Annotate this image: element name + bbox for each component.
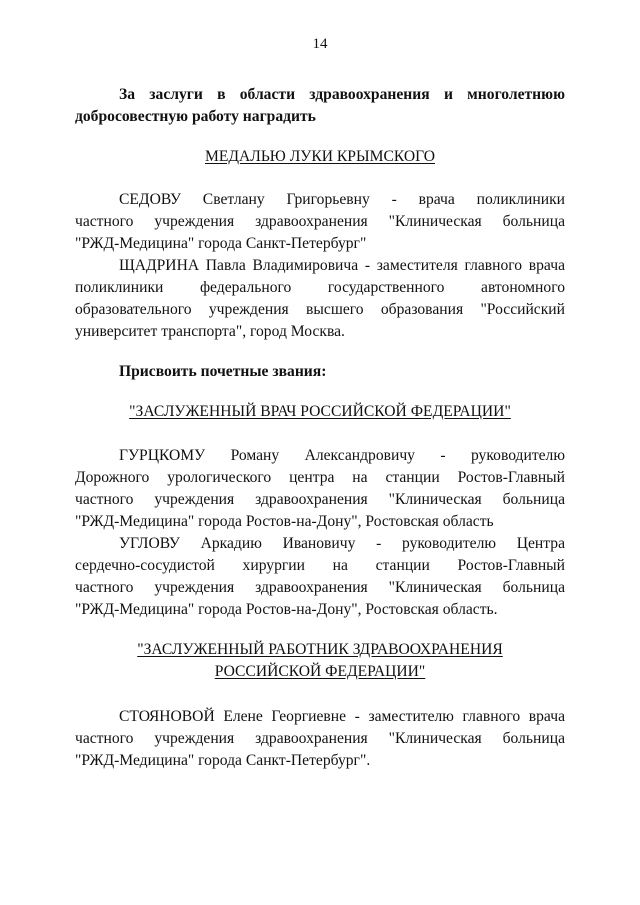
text-line: СТОЯНОВОЙ Елене Георгиевне - заместителю главного врача [119,708,565,725]
text-line: "РЖД-Медицина" города Ростов-на-Дону", Ростовская область. [75,601,498,618]
text-line: "РЖД-Медицина" города Санкт-Петербург". [75,752,371,769]
text-line: образовательного учреждения высшего образования "Российский [75,301,565,318]
title2-recipients [75,445,565,621]
section-lead: Присвоить почетные звания: [119,363,327,380]
heading-line-1: "ЗАСЛУЖЕННЫЙ РАБОТНИК ЗДРАВООХРАНЕНИЯ [137,641,503,658]
text-line: ЩАДРИНА Павла Владимировича - заместителя главного врача [119,257,565,274]
intro-line-1: За заслуги в области здравоохранения и многолетнюю [119,86,565,103]
text-line: ГУРЦКОМУ Роману Александровичу - руководителю [119,447,565,464]
text-line: частного учреждения здравоохранения "Клиническая больница [75,730,565,747]
title-heading-health-worker [75,639,565,683]
recipient-uglov [75,533,565,621]
title-heading-doctor: "ЗАСЛУЖЕННЫЙ ВРАЧ РОССИЙСКОЙ ФЕДЕРАЦИИ" [129,403,511,420]
text-line: частного учреждения здравоохранения "Клиническая больница [75,579,565,596]
award-heading-luka: МЕДАЛЬЮ ЛУКИ КРЫМСКОГО [204,148,436,165]
text-line: частного учреждения здравоохранения "Клиническая больница [75,491,565,508]
text-line: сердечно-сосудистой хирургии на станции Ростов-Главный [75,557,565,574]
text-line: университет транспорта", город Москва. [75,323,345,340]
heading-line-2: РОССИЙСКОЙ ФЕДЕРАЦИИ" [214,663,426,680]
text-line: Дорожного урологического центра на станции Ростов-Главный [75,469,565,486]
intro-text [75,84,565,128]
recipient-shchadrin [75,255,565,343]
page-number: 14 [312,36,328,52]
award1-recipients [75,189,565,343]
text-line: частного учреждения здравоохранения "Клиническая больница [75,213,565,230]
recipient-sedova [75,189,565,255]
title3-recipients [75,706,565,772]
text-line: "РЖД-Медицина" города Санкт-Петербург" [75,235,367,252]
intro-line-2: добросовестную работу наградить [75,108,316,125]
text-line: СЕДОВУ Светлану Григорьевну - врача поликлиники [119,191,565,208]
text-line: "РЖД-Медицина" города Ростов-на-Дону", Ростовская область [75,513,494,530]
text-line: поликлиники федерального государственного автономного [75,279,565,296]
recipient-stoyanova [75,706,565,772]
recipient-gurtskoy [75,445,565,533]
text-line: УГЛОВУ Аркадию Ивановичу - руководителю Центра [119,535,565,552]
